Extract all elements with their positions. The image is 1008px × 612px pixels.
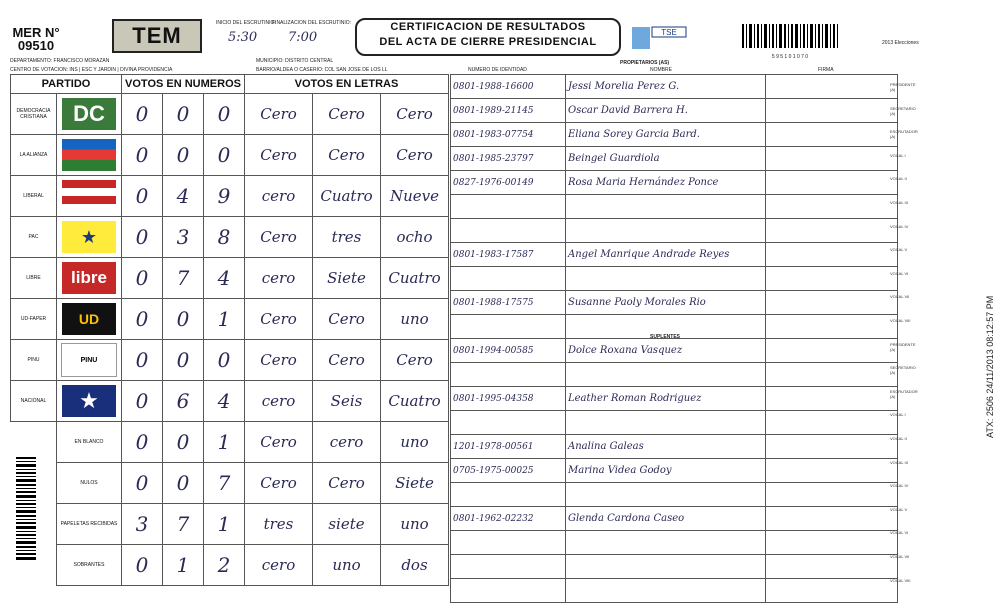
member-row (451, 435, 898, 459)
member-signature (766, 411, 898, 435)
party-logo-icon: DC (62, 98, 116, 130)
party-label: PINU (11, 340, 57, 381)
party-logo-icon: ★ (62, 385, 116, 417)
party-label: PAC (11, 217, 57, 258)
party-logo-icon (62, 180, 116, 212)
vote-digit: 4 (163, 176, 204, 217)
party-logo-icon (62, 139, 116, 171)
member-row (451, 531, 898, 555)
member-signature (766, 339, 898, 363)
tem-badge: TEM (112, 19, 202, 53)
summary-word: tres (245, 504, 313, 545)
vote-word: Cero (381, 135, 449, 176)
member-id: 0801-1983-07754 (451, 123, 566, 147)
member-role: VOCAL III (890, 200, 908, 205)
member-signature (766, 507, 898, 531)
firma-col-label: FIRMA (818, 67, 834, 73)
member-id (451, 579, 566, 603)
vote-digit: 1 (204, 299, 245, 340)
summary-digit: 2 (204, 545, 245, 586)
summary-label: NULOS (57, 463, 122, 504)
member-role: VOCAL I (890, 412, 906, 418)
member-signature (766, 75, 898, 99)
member-row (451, 507, 898, 531)
party-logo-cell (57, 176, 122, 217)
vote-word: cero (245, 176, 313, 217)
member-id: 1201-1978-00561 (451, 435, 566, 459)
partido-header: PARTIDO (11, 75, 122, 94)
member-role: VOCAL VII (890, 294, 910, 300)
party-row (11, 258, 449, 299)
vote-digit: 0 (163, 340, 204, 381)
member-signature (766, 315, 898, 339)
member-name: Beingel Guardiola (566, 147, 766, 171)
vote-digit: 0 (163, 94, 204, 135)
vote-digit: 0 (122, 217, 163, 258)
member-signature (766, 243, 898, 267)
member-role: VOCAL VII (890, 554, 910, 559)
summary-label: SOBRANTES (57, 545, 122, 586)
summary-digit: 0 (122, 545, 163, 586)
vote-digit: 4 (204, 258, 245, 299)
vote-digit: 0 (204, 340, 245, 381)
vote-word: Cero (313, 340, 381, 381)
member-role: PRESIDENTE (A) (890, 341, 916, 352)
member-signature (766, 267, 898, 291)
member-role: VOCAL IV (890, 223, 909, 229)
member-id: 0801-1983-17587 (451, 243, 566, 267)
vote-word: Cuatro (381, 258, 449, 299)
member-signature (766, 171, 898, 195)
member-signature (766, 123, 898, 147)
member-role: VOCAL I (890, 152, 906, 158)
vote-word: Cero (313, 94, 381, 135)
party-label: NACIONAL (11, 381, 57, 422)
left-barcode-icon (16, 455, 42, 570)
member-row (451, 147, 898, 171)
member-signature (766, 459, 898, 483)
member-id (451, 195, 566, 219)
vote-word: Cero (313, 299, 381, 340)
member-name (566, 579, 766, 603)
member-id (451, 315, 566, 339)
summary-word: cero (245, 545, 313, 586)
member-name: Angel Manrique Andrade Reyes (566, 243, 766, 267)
party-label: LA ALIANZA (11, 135, 57, 176)
member-role: VOCAL V (890, 506, 908, 512)
party-row (11, 94, 449, 135)
member-signature (766, 147, 898, 171)
vote-word: Cero (245, 217, 313, 258)
member-signature (766, 387, 898, 411)
party-label: UD-FAPER (11, 299, 57, 340)
party-logo-icon: ★ (62, 221, 116, 253)
vote-digit: 9 (204, 176, 245, 217)
summary-digit: 0 (122, 422, 163, 463)
member-name: Glenda Cardona Caseo (566, 507, 766, 531)
vote-word: Cero (245, 94, 313, 135)
member-name (566, 483, 766, 507)
summary-word: cero (313, 422, 381, 463)
member-id (451, 483, 566, 507)
member-role: ESCRUTADOR (A) (890, 388, 918, 399)
summary-word: Siete (381, 463, 449, 504)
summary-word: Cero (245, 422, 313, 463)
party-logo-cell (57, 94, 122, 135)
vote-word: Cero (313, 135, 381, 176)
vote-digit: 0 (122, 299, 163, 340)
member-id: 0705-1975-00025 (451, 459, 566, 483)
member-id (451, 363, 566, 387)
summary-row (11, 463, 449, 504)
member-role: VOCAL IV (890, 483, 909, 489)
mer-number: MER N° 09510 (12, 25, 60, 53)
fin-label: FINALIZACION DEL ESCRUTINIO: (272, 20, 351, 26)
party-logo-cell (57, 258, 122, 299)
member-name: Jessi Morelia Perez G. (566, 75, 766, 99)
party-logo-cell (57, 340, 122, 381)
party-row (11, 217, 449, 258)
member-row (451, 291, 898, 315)
member-signature (766, 363, 898, 387)
summary-digit: 1 (204, 422, 245, 463)
vote-digit: 0 (163, 299, 204, 340)
member-id: 0801-1988-16600 (451, 75, 566, 99)
member-name: Oscar David Barrera H. (566, 99, 766, 123)
member-role: VOCAL II (890, 176, 907, 182)
party-row (11, 299, 449, 340)
summary-word: Cero (245, 463, 313, 504)
votes-table (10, 74, 449, 586)
top-barcode-icon (740, 24, 840, 54)
vote-word: Cero (245, 340, 313, 381)
vote-digit: 0 (122, 176, 163, 217)
member-id: 0827-1976-00149 (451, 171, 566, 195)
member-id: 0801-1994-00585 (451, 339, 566, 363)
party-row (11, 340, 449, 381)
nombre-col-label: NOMBRE (650, 67, 672, 73)
propietarios-label: PROPIETARIOS (AS) (620, 60, 670, 66)
summary-digit: 0 (163, 463, 204, 504)
hora-fin: 7:00 (288, 30, 318, 45)
vote-digit: 4 (204, 381, 245, 422)
member-row (451, 339, 898, 363)
member-row (451, 75, 898, 99)
vote-digit: 0 (122, 135, 163, 176)
member-name: Leather Roman Rodriguez (566, 387, 766, 411)
summary-digit: 1 (163, 545, 204, 586)
votos-letras-header: VOTOS EN LETRAS (245, 75, 449, 94)
member-role: SECRETARIO (A) (890, 365, 916, 376)
member-id (451, 411, 566, 435)
party-logo-cell (57, 381, 122, 422)
barrio: BARRIO/ALDEA O CASERIO: COL SAN JOSE DE LOS LL (256, 67, 388, 73)
vote-digit: 0 (204, 135, 245, 176)
member-signature (766, 579, 898, 603)
party-logo-icon: PINU (61, 343, 117, 377)
votos-numeros-header: VOTOS EN NUMEROS (122, 75, 245, 94)
summary-digit: 0 (163, 422, 204, 463)
vote-digit: 0 (122, 258, 163, 299)
member-row (451, 555, 898, 579)
member-row (451, 195, 898, 219)
member-signature (766, 555, 898, 579)
member-role: VOCAL VIII (890, 318, 911, 323)
member-signature (766, 435, 898, 459)
vote-word: Cuatro (313, 176, 381, 217)
summary-word: Cero (313, 463, 381, 504)
vote-word: Seis (313, 381, 381, 422)
vote-word: Siete (313, 258, 381, 299)
svg-text:TSE: TSE (661, 28, 677, 37)
summary-word: dos (381, 545, 449, 586)
vote-word: uno (381, 299, 449, 340)
party-row (11, 381, 449, 422)
summary-row (11, 545, 449, 586)
summary-label: PAPELETAS RECIBIDAS (57, 504, 122, 545)
member-row (451, 483, 898, 507)
member-row (451, 219, 898, 243)
member-id (451, 555, 566, 579)
member-name: Dolce Roxana Vasquez (566, 339, 766, 363)
summary-word: uno (313, 545, 381, 586)
party-label: LIBRE (11, 258, 57, 299)
summary-row (11, 422, 449, 463)
member-role: VOCAL V (890, 247, 908, 253)
certificate-title: CERTIFICACION DE RESULTADOS DEL ACTA DE CIERRE PRESIDENCIAL (355, 18, 621, 56)
member-role: PRESIDENTE (A) (890, 82, 916, 92)
member-role: SECRETARIO (A) (890, 105, 916, 116)
summary-row (11, 504, 449, 545)
member-signature (766, 531, 898, 555)
member-id (451, 267, 566, 291)
inicio-label: INICIO DEL ESCRUTINIO: (216, 20, 276, 26)
member-signature (766, 483, 898, 507)
member-name (566, 219, 766, 243)
timestamp: ATX: 2506 24/11/2013 08:12:57 PM (985, 295, 995, 438)
member-name (566, 555, 766, 579)
member-id: 0801-1989-21145 (451, 99, 566, 123)
party-logo-cell (57, 135, 122, 176)
vote-digit: 0 (163, 135, 204, 176)
summary-word: uno (381, 504, 449, 545)
member-role: VOCAL VIII (890, 577, 911, 583)
member-signature (766, 291, 898, 315)
member-role: VOCAL III (890, 459, 908, 465)
party-logo-cell (57, 217, 122, 258)
party-label: LIBERAL (11, 176, 57, 217)
member-name: Analina Galeas (566, 435, 766, 459)
vote-word: Nueve (381, 176, 449, 217)
member-row (451, 363, 898, 387)
member-id: 0801-1988-17575 (451, 291, 566, 315)
member-name: Susanne Paoly Morales Rio (566, 291, 766, 315)
party-logo-cell (57, 299, 122, 340)
member-id: 0801-1962-02232 (451, 507, 566, 531)
member-role: VOCAL II (890, 436, 907, 441)
member-signature (766, 195, 898, 219)
summary-digit: 1 (204, 504, 245, 545)
member-role: VOCAL VI (890, 270, 909, 276)
suplentes-label: SUPLENTES (650, 334, 681, 340)
barcode-number: 5 9 5 1 0 1 0 7 0 (771, 54, 809, 60)
vote-digit: 0 (122, 94, 163, 135)
member-row (451, 171, 898, 195)
vote-word: Cero (381, 340, 449, 381)
vote-word: Cuatro (381, 381, 449, 422)
vote-word: cero (245, 258, 313, 299)
member-id (451, 219, 566, 243)
vote-digit: 0 (204, 94, 245, 135)
member-name (566, 363, 766, 387)
header-row (11, 75, 449, 94)
member-name (566, 411, 766, 435)
member-row (451, 579, 898, 603)
member-row (451, 387, 898, 411)
municipio: MUNICIPIO: DISTRITO CENTRAL (256, 58, 334, 64)
party-row (11, 176, 449, 217)
vote-digit: 3 (163, 217, 204, 258)
member-signature (766, 219, 898, 243)
summary-digit: 0 (122, 463, 163, 504)
vote-word: Cero (381, 94, 449, 135)
member-name: Eliana Sorey Garcia Bard. (566, 123, 766, 147)
vote-word: cero (245, 381, 313, 422)
member-name (566, 531, 766, 555)
summary-digit: 3 (122, 504, 163, 545)
summary-digit: 7 (204, 463, 245, 504)
id-col-label: NUMERO DE IDENTIDAD (468, 67, 527, 73)
vote-digit: 6 (163, 381, 204, 422)
member-name (566, 195, 766, 219)
party-logo-icon: libre (62, 262, 116, 294)
tse-logo-icon (632, 25, 688, 53)
member-row (451, 243, 898, 267)
member-signature (766, 99, 898, 123)
member-name: Marina Videa Godoy (566, 459, 766, 483)
vote-digit: 0 (122, 381, 163, 422)
member-row (451, 267, 898, 291)
summary-digit: 7 (163, 504, 204, 545)
member-row (451, 123, 898, 147)
party-row (11, 135, 449, 176)
member-id (451, 531, 566, 555)
summary-word: siete (313, 504, 381, 545)
departamento: DEPARTAMENTO: FRANCISCO MORAZAN (10, 58, 110, 64)
summary-word: uno (381, 422, 449, 463)
member-row (451, 411, 898, 435)
hora-inicio: 5:30 (228, 30, 258, 45)
vote-digit: 0 (122, 340, 163, 381)
vote-word: ocho (381, 217, 449, 258)
party-label: DEMOCRACIA CRISTIANA (11, 94, 57, 135)
party-logo-icon: UD (62, 303, 116, 335)
vote-digit: 7 (163, 258, 204, 299)
member-role: ESCRUTADOR (A) (890, 129, 918, 140)
member-name (566, 267, 766, 291)
member-id: 0801-1985-23797 (451, 147, 566, 171)
centro-votacion: CENTRO DE VOTACION: INS | ESC Y JARDIN | DIVINA PROVIDENCIA (10, 67, 173, 73)
vote-word: Cero (245, 299, 313, 340)
summary-label: EN BLANCO (57, 422, 122, 463)
vote-word: tres (313, 217, 381, 258)
member-row (451, 99, 898, 123)
member-row (451, 459, 898, 483)
member-name: Rosa Maria Hernández Ponce (566, 171, 766, 195)
vote-word: Cero (245, 135, 313, 176)
vote-digit: 8 (204, 217, 245, 258)
member-id: 0801-1995-04358 (451, 387, 566, 411)
election-year: 2013 Elecciones (882, 40, 919, 46)
member-role: VOCAL VI (890, 530, 909, 536)
